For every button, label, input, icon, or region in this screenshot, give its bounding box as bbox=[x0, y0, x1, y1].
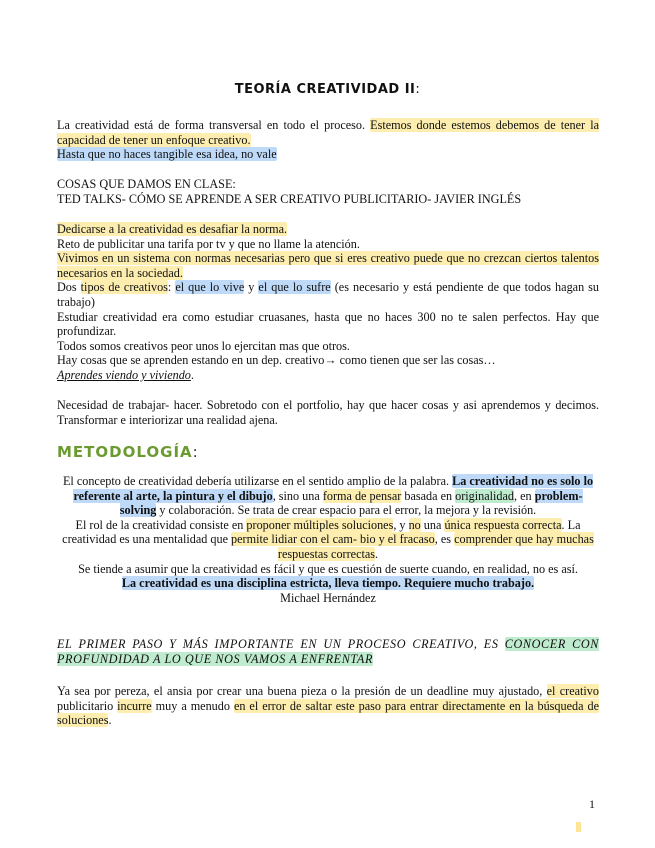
note-4-vive: el que lo vive bbox=[175, 280, 245, 295]
metodologia-quote: El concepto de creatividad debería utilizarse en el sentido amplio de la palabra. La creatividad no es solo lo referente al arte, la pintura y el dibujo, sino una forma de pensar basada en originalidad, en problem-solving y colaboración. Se trata de crear espacio para el error, la mejora y la revisión. El rol de la creatividad consiste en proponer múltiples soluciones, y no una única respuesta correcta. La creatividad es una mentalidad que permite lidiar con el cam- bio y el fracaso, es comprender que hay muchas respuestas correctas. Se tiende a asumir que la creatividad es fácil y que es cuestión de suerte cuando, en realidad, no es así. La creatividad es una disciplina estricta, lleva tiempo. Requiere mucho trabajo. Michael Hernández bbox=[57, 474, 599, 605]
intro-tangible-note: Hasta que no haces tangible esa idea, no vale bbox=[57, 147, 277, 162]
note-7: Hay cosas que se aprenden estando en un dep. creativo→ como tienen que ser las cosas… bbox=[57, 353, 496, 368]
note-8: Aprendes viendo y viviendo bbox=[57, 367, 191, 382]
note-4-types: tipos de creativos bbox=[80, 280, 168, 295]
intro-paragraph bbox=[57, 118, 599, 162]
clase-heading bbox=[57, 177, 599, 206]
metodologia-heading: METODOLOGÍA: bbox=[57, 443, 199, 461]
notes-list: Dedicarse a la creatividad es desafiar la norma. Reto de publicitar una tarifa por tv y que no llame la atención. Vivimos en un sistema con normas necesarias pero que si eres creativo puede que no crezcan ciertos talentos necesarios en la sociedad. Dos tipos de creativos: el que lo vive y el que lo sufre (es necesario y está pendiente de que todos hagan su trabajo) Estudiar creatividad era como estudiar cruasanes, hasta que no haces 300 no te salen perfectos. Hay que profundizar. Todos somos creativos peor unos lo ejercitan mas que otros. Hay cosas que se aprenden estando en un dep. creativo→ como tienen que ser las cosas… Aprendes viendo y viviendo. bbox=[57, 222, 600, 382]
intro-text: La creatividad está de forma transversal en todo el proceso. bbox=[57, 118, 371, 132]
clase-line-1: COSAS QUE DAMOS EN CLASE: bbox=[57, 177, 236, 191]
note-6: Todos somos creativos peor unos lo ejercitan mas que otros. bbox=[57, 338, 350, 353]
pereza-paragraph: Ya sea por pereza, el ansia por crear una buena pieza o la presión de un deadline muy ajustado, el creativo publicitario incurre muy a menudo en el error de saltar este paso para entrar directamente en la búsqueda de soluciones. bbox=[57, 684, 600, 728]
quote-bold-2: La creatividad es una disciplina estricta, lleva tiempo. Requiere mucho trabajo. bbox=[121, 576, 535, 591]
title-colon: : bbox=[415, 82, 421, 97]
note-3: Vivimos en un sistema con normas necesarias pero que si eres creativo puede que no crezcan ciertos talentos necesarios en la sociedad. bbox=[57, 251, 599, 280]
page-title bbox=[0, 82, 655, 97]
primer-paso-paragraph: EL PRIMER PASO Y MÁS IMPORTANTE EN UN PROCESO CREATIVO, ES CONOCER CON PROFUNDIDAD A LO QUE NOS VAMOS A ENFRENTAR bbox=[57, 637, 599, 666]
intro-highlight: Estemos donde estemos debemos de tener la capacidad de tener un enfoque creativo. bbox=[57, 118, 600, 147]
page-number: 1 bbox=[589, 797, 595, 811]
note-1: Dedicarse a la creatividad es desafiar la norma. bbox=[57, 222, 288, 236]
note-2: Reto de publicitar una tarifa por tv y que no llame la atención. bbox=[57, 236, 360, 251]
quote-author: Michael Hernández bbox=[280, 590, 376, 605]
note-4-sufre: el que lo sufre bbox=[258, 280, 331, 295]
necesidad-paragraph: Necesidad de trabajar- hacer. Sobretodo con el portfolio, hay que hacer cosas y asi aprendemos y decimos. Transformar e interiorizar una realidad ajena. bbox=[57, 398, 599, 427]
quote-bold-1: La creatividad no es solo lo referente al arte, la pintura y el dibujo bbox=[73, 474, 594, 503]
highlight-mark bbox=[576, 822, 581, 832]
title-text: TEORÍA CREATIVIDAD II bbox=[234, 82, 416, 97]
clase-line-2: TED TALKS- CÓMO SE APRENDE A SER CREATIVO PUBLICITARIO- JAVIER INGLÉS bbox=[57, 191, 522, 206]
note-5: Estudiar creatividad era como estudiar cruasanes, hasta que no haces 300 no te salen perfectos. Hay que profundizar. bbox=[57, 309, 599, 339]
primer-paso-highlight: CONOCER CON PROFUNDIDAD A LO QUE NOS VAMOS A ENFRENTAR bbox=[57, 637, 599, 666]
